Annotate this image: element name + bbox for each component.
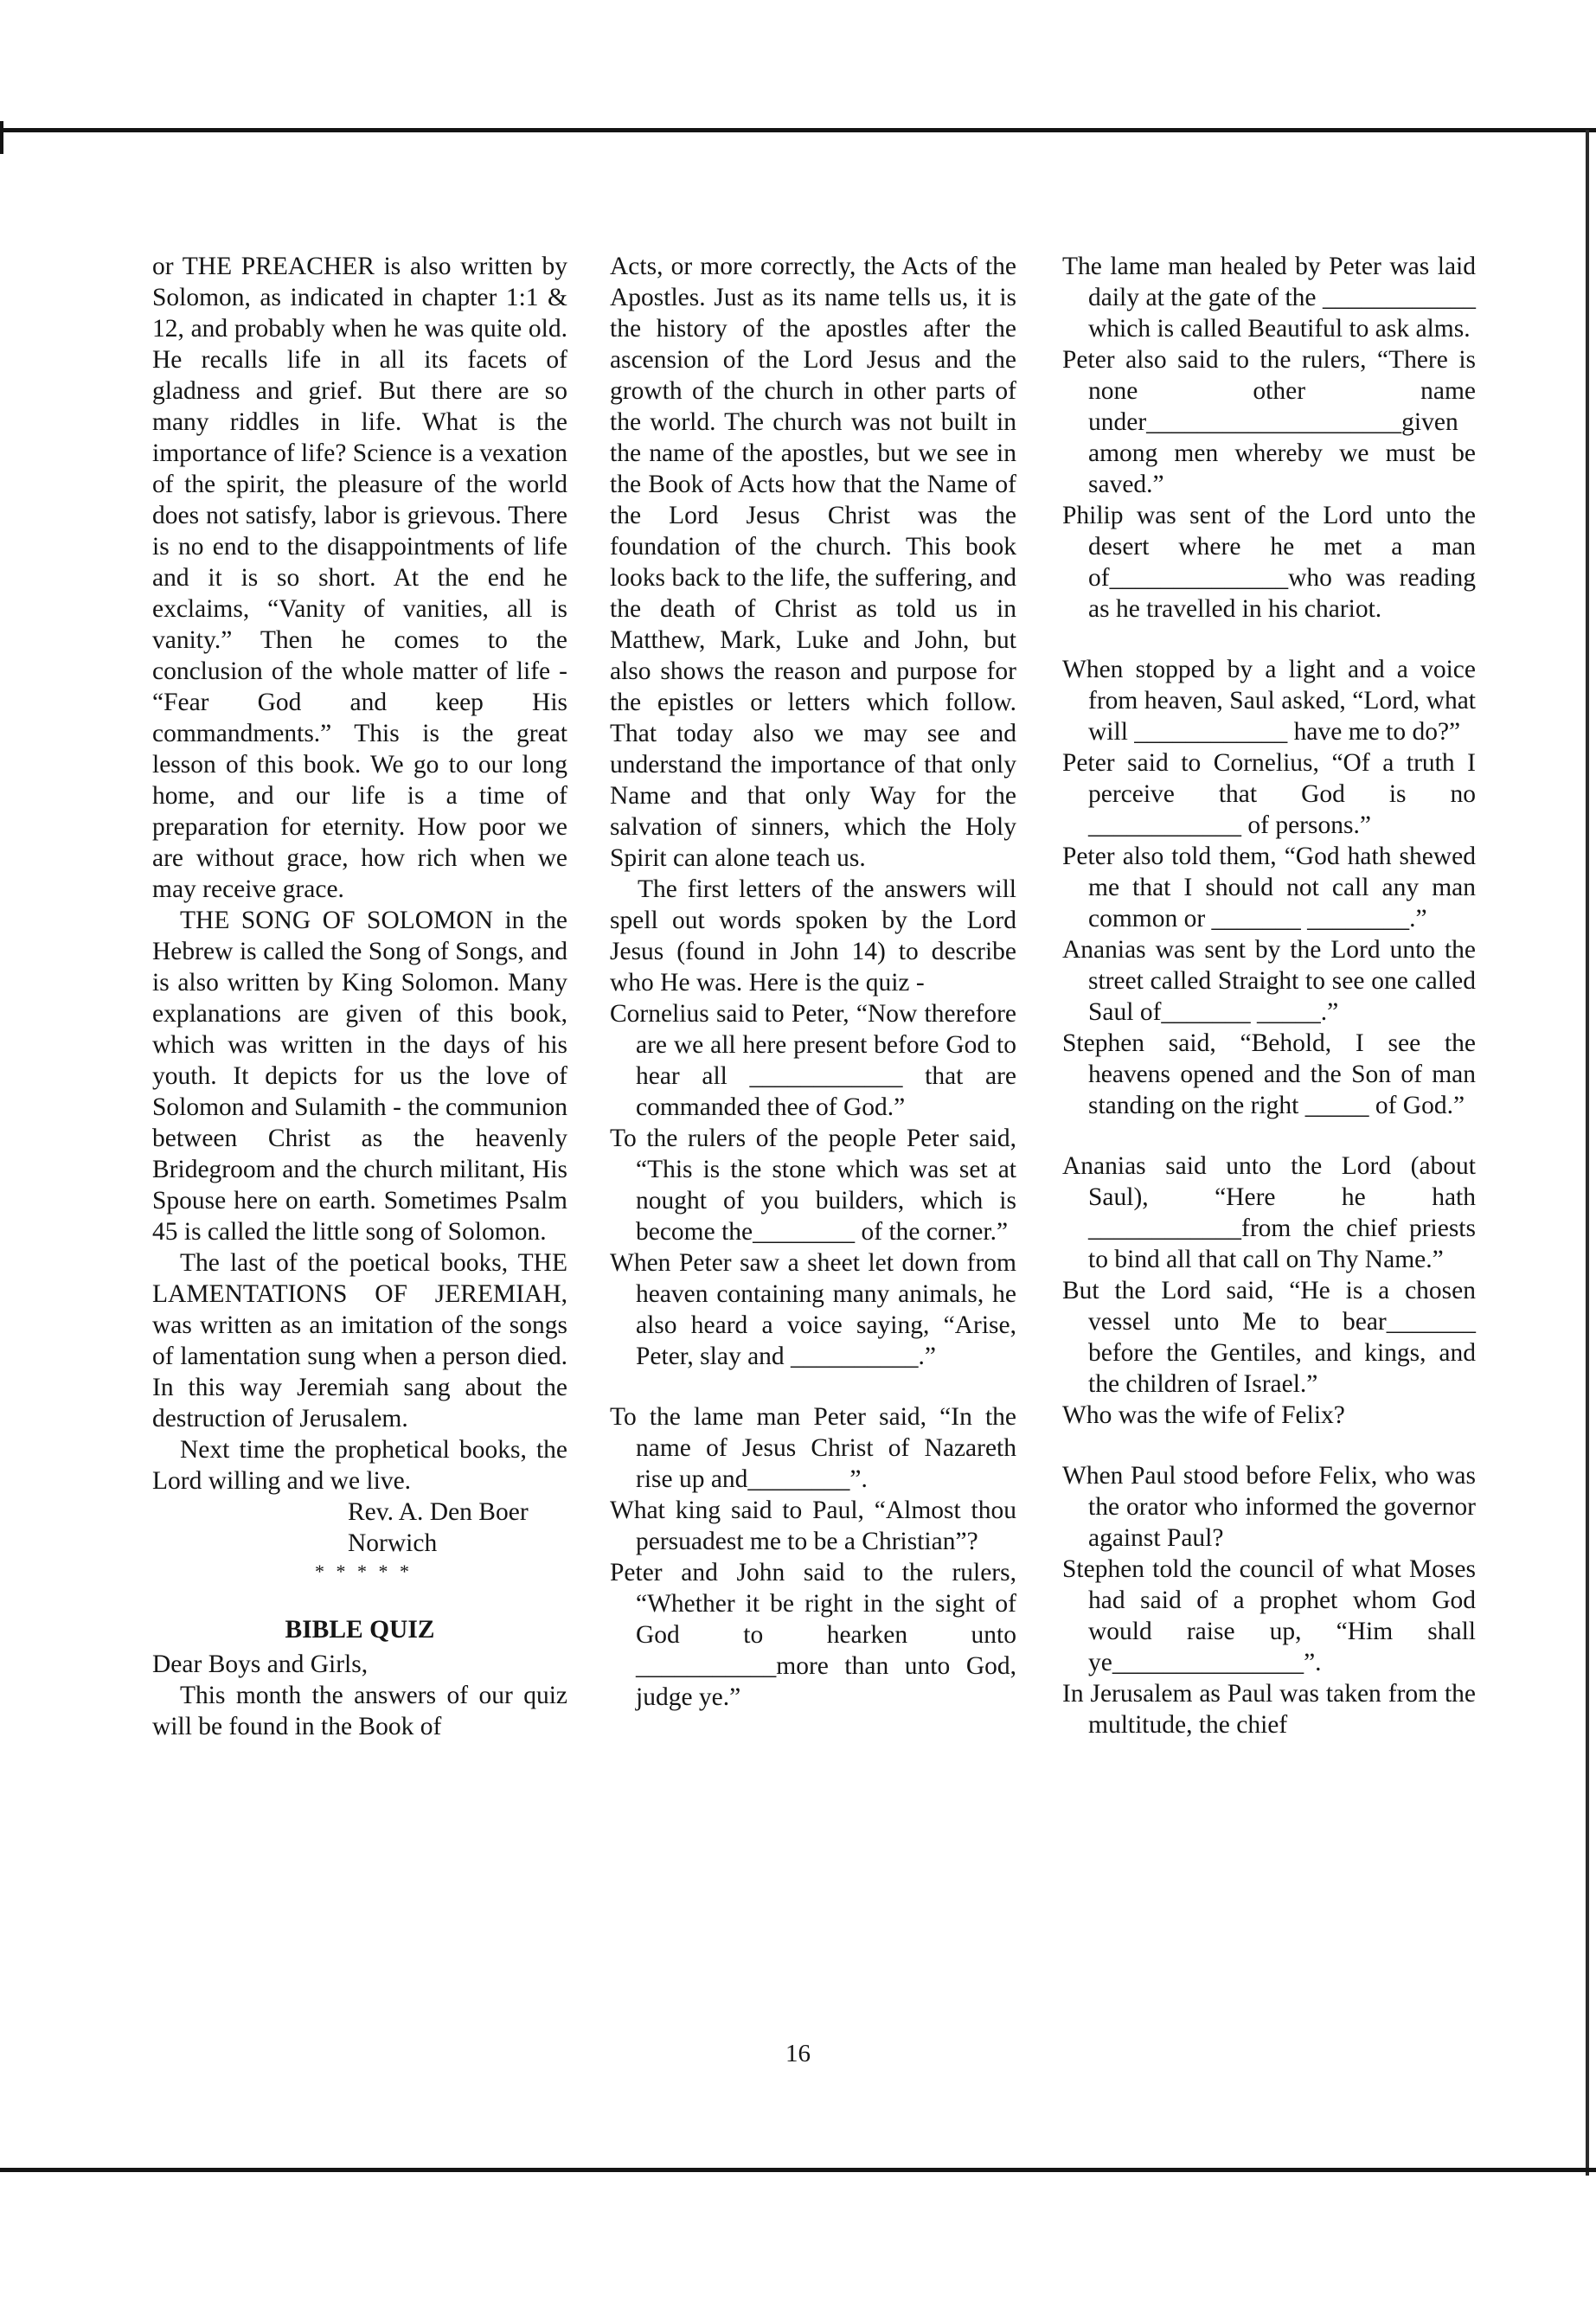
quiz-question: Peter said to Cornelius, “Of a truth I perceive that God is no ____________ of persons.” — [1062, 749, 1476, 839]
quiz-instructions: The first letters of the answers will spell out words spoken by the Lord Jesus (found in John 14) to describe who He was. Here is the quiz - — [610, 875, 1016, 997]
quiz-intro: This month the answers of our quiz will be found in the Book of — [152, 1682, 567, 1740]
bottom-rule — [0, 2168, 1596, 2172]
left-edge-mark — [0, 121, 3, 154]
quiz-question: The lame man healed by Peter was laid daily at the gate of the ____________ which is called Beautiful to ask alms. — [1062, 253, 1476, 343]
ecclesiastes-paragraph: or THE PREACHER is also written by Solomon, as indicated in chapter 1:1 & 12, and probably when he was quite old. He recalls life in all its facets of gladness and grief. But there are so many riddles in life. What is the importance of life? Science is a vexation of the spirit, the pleasure of the world does not satisfy, labor is grievous. There is no end to the disappointments of life and it is so short. At the end he exclaims, “Vanity of vanities, all is vanity.” Then he comes to the conclusion of the whole matter of life - “Fear God and keep His commandments.” This is the great lesson of this book. We go to our long home, and our life is a time of preparation for eternity. How poor we are without grace, how rich when we may receive grace. — [152, 253, 567, 903]
quiz-question: Peter also said to the rulers, “There is none other name under____________________given among men whereby we must be saved.” — [1062, 346, 1476, 498]
right-edge-rule — [1586, 130, 1589, 2176]
page-number: 16 — [785, 2040, 811, 2067]
quiz-question: Peter also told them, “God hath shewed me that I should not call any man common or _______ ________.” — [1062, 843, 1476, 933]
quiz-question: To the rulers of the people Peter said, “This is the stone which was set at nought of you builders, which is become the________ of the corner.” — [610, 1125, 1016, 1246]
quiz-question: What king said to Paul, “Almost thou persuadest me to be a Christian”? — [610, 1497, 1016, 1555]
song-of-solomon-paragraph: THE SONG OF SOLOMON in the Hebrew is called the Song of Songs, and is also written by King Solomon. Many explanations are given of this book, which was written in the days of his youth. It depicts for us the love of Solomon and Sulamith - the communion between Christ as the heavenly Bridegroom and the church militant, His Spouse here on earth. Sometimes Psalm 45 is called the little song of Solomon. — [152, 907, 567, 1246]
column-right — [1062, 251, 1476, 1740]
quiz-greeting: Dear Boys and Girls, — [152, 1650, 369, 1678]
quiz-question: Stephen said, “Behold, I see the heavens opened and the Son of man standing on the right _____ of God.” — [1062, 1029, 1476, 1119]
top-rule — [0, 128, 1596, 132]
quiz-question: Stephen told the council of what Moses had said of a prophet whom God would raise up, “Him shall ye_______________”. — [1062, 1555, 1476, 1676]
quiz-question: In Jerusalem as Paul was taken from the multitude, the chief — [1062, 1680, 1476, 1739]
author-place: Norwich — [348, 1529, 438, 1557]
quiz-question: Philip was sent of the Lord unto the desert where he met a man of______________who was reading as he travelled in his chariot. — [1062, 502, 1476, 623]
quiz-question: When stopped by a light and a voice from heaven, Saul asked, “Lord, what will ____________ have me to do?” — [1062, 656, 1476, 746]
quiz-question: Cornelius said to Peter, “Now therefore are we all here present before God to hear all ____________ that are commanded thee of God.” — [610, 1000, 1016, 1121]
closing-paragraph: Next time the prophetical books, the Lord willing and we live. — [152, 1436, 567, 1495]
acts-paragraph: Acts, or more correctly, the Acts of the Apostles. Just as its name tells us, it is the history of the apostles after the ascension of the Lord Jesus and the growth of the church in other parts of the world. The church was not built in the name of the apostles, but we see in the Book of Acts how that the Name of the Lord Jesus Christ was the foundation of the church. This book looks back to the life, the suffering, and the death of Christ as told us in Matthew, Mark, Luke and John, but also shows the reason and purpose for the epistles or letters which follow. That today also we may see and understand the importance of that only Name and that only Way for the salvation of sinners, which the Holy Spirit can alone teach us. — [610, 253, 1016, 872]
lamentations-paragraph: The last of the poetical books, THE LAMENTATIONS OF JEREMIAH, was written as an imitation of the songs of lamentation sung when a person died. In this way Jeremiah sang about the destruction of Jerusalem. — [152, 1249, 567, 1433]
quiz-question: Ananias said unto the Lord (about Saul), “Here he hath ____________from the chief priests to bind all that call on Thy Name.” — [1062, 1152, 1476, 1273]
quiz-question: Who was the wife of Felix? — [1062, 1401, 1345, 1429]
author-name: Rev. A. Den Boer — [348, 1498, 529, 1526]
column-middle — [610, 251, 1016, 1713]
quiz-question: Ananias was sent by the Lord unto the street called Straight to see one called Saul of_______ _____.” — [1062, 936, 1476, 1026]
quiz-heading: BIBLE QUIZ — [285, 1616, 435, 1644]
quiz-question: But the Lord said, “He is a chosen vessel unto Me to bear_______ before the Gentiles, and kings, and the children of Israel.” — [1062, 1277, 1476, 1398]
quiz-question: When Paul stood before Felix, who was the orator who informed the governor against Paul? — [1062, 1462, 1476, 1552]
quiz-question: Peter and John said to the rulers, “Whether it be right in the sight of God to hearken unto ___________more than unto God, judge ye.” — [610, 1559, 1016, 1711]
section-separator: * * * * * — [315, 1561, 413, 1582]
column-left — [152, 251, 567, 1742]
quiz-question: When Peter saw a sheet let down from heaven containing many animals, he also heard a voice saying, “Arise, Peter, slay and __________.” — [610, 1249, 1016, 1370]
quiz-question: To the lame man Peter said, “In the name of Jesus Christ of Nazareth rise up and________”. — [610, 1403, 1016, 1493]
